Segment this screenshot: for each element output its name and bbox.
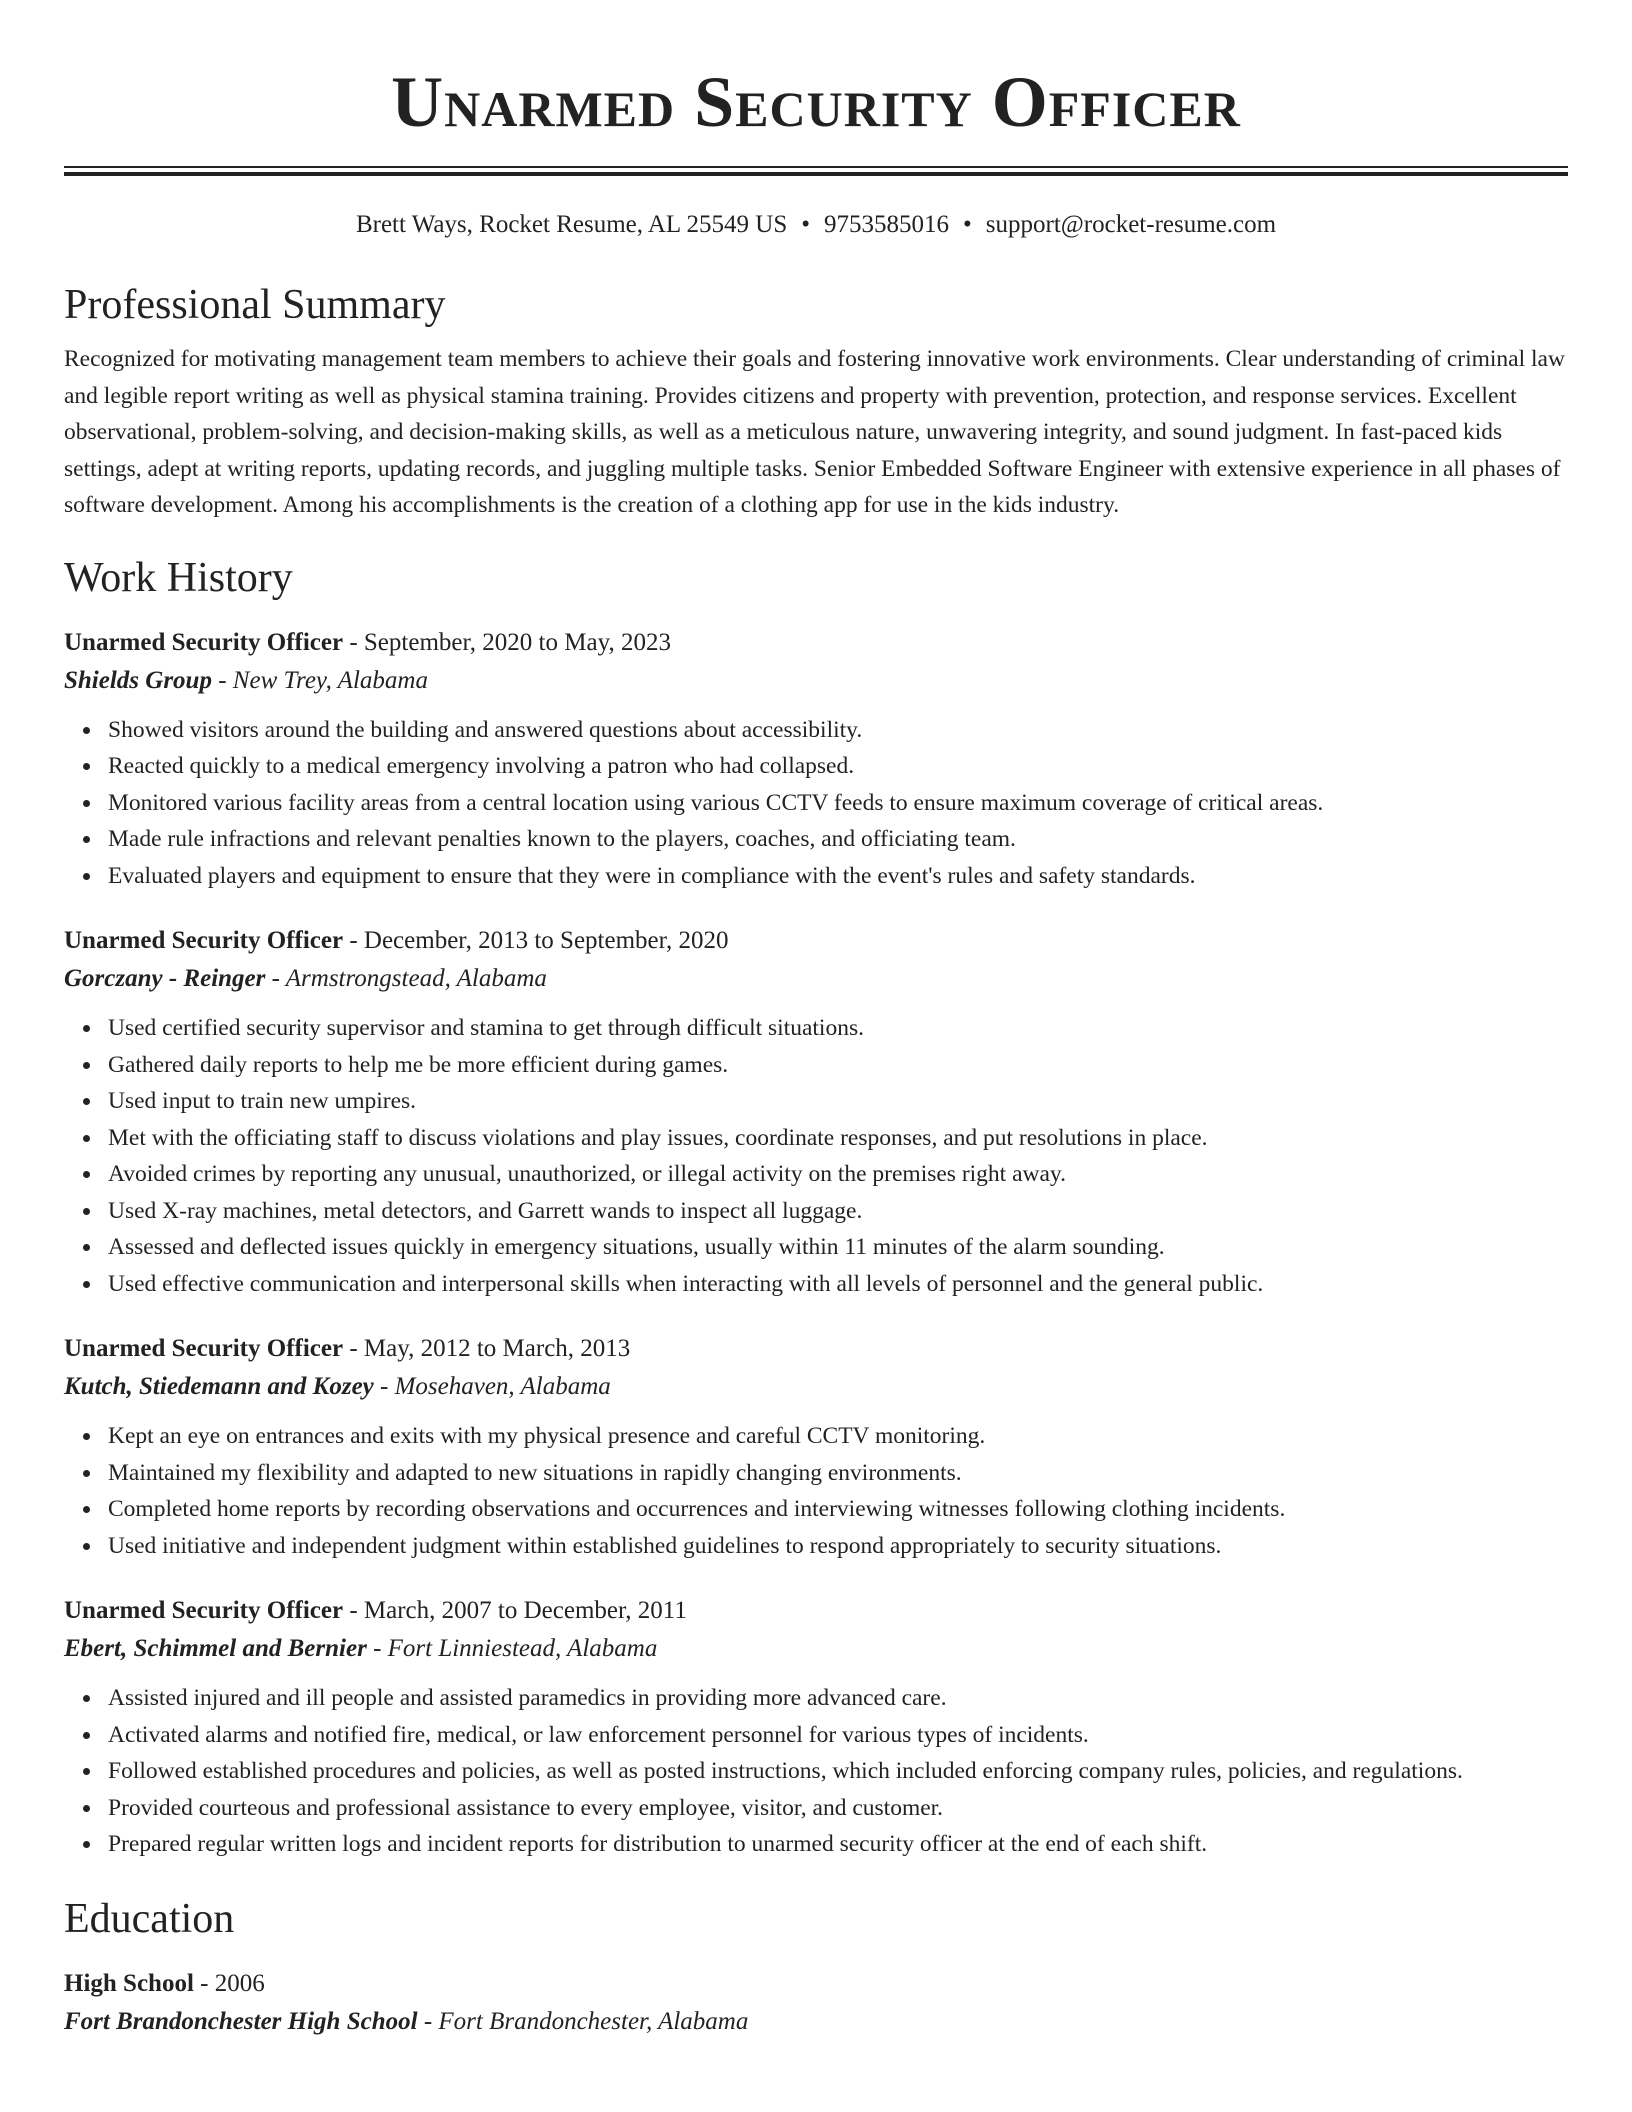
work-history-heading: Work History [64,554,293,601]
company-location: - Mosehaven, Alabama [373,1373,611,1400]
job-dates: - March, 2007 to December, 2011 [343,1597,687,1624]
company-name: Ebert, Schimmel and Bernier [64,1635,367,1662]
job-title: Unarmed Security Officer [64,927,344,954]
contact-phone: 9753585016 [824,211,949,238]
job-entry [64,624,1568,895]
company-line [64,1630,1568,1668]
contact-email: support@rocket-resume.com [985,211,1277,238]
contact-line [64,209,1568,241]
degree-name: High School [64,1969,194,1997]
contact-address: Brett Ways, Rocket Resume, AL 25549 US [355,211,788,238]
bullet-item: Kept an eye on entrances and exits with my physical presence and careful CCTV monitoring. [108,1418,1568,1455]
education-heading: Education [64,1895,235,1942]
education-entry [64,1965,1568,2041]
job-title-line [64,922,1568,960]
job-entry [64,1330,1568,1564]
job-bullets [64,1010,1568,1302]
job-title-line [64,624,1568,662]
bullet-item: Avoided crimes by reporting any unusual, unauthorized, or illegal activity on the premises right away. [108,1156,1568,1193]
company-location: - Fort Linniestead, Alabama [366,1635,658,1662]
company-line [64,1368,1568,1406]
degree-line [64,1965,1568,2003]
school-line [64,2003,1568,2041]
job-dates: - September, 2020 to May, 2023 [343,628,671,656]
company-line [64,960,1568,998]
school-location: - Fort Brandonchester, Alabama [417,2007,749,2035]
summary-text: Recognized for motivating management team members to achieve their goals and fostering innovative work environments. Clear understanding of criminal law and legible report writing as well as physical stamina training. Provides citizens and property with prevention, protection, and response services. Excellent observational, problem-solving, and decision-making skills, as well as a meticulous nature, unwavering integrity, and sound judgment. In fast-paced kids settings, adept at writing reports, updating records, and juggling multiple tasks. Senior Embedded Software Engineer with extensive experience in all phases of software development. Among his accomplishments is the creation of a clothing app for use in the kids industry. [64,346,1565,518]
contact-separator: • [963,211,972,238]
company-location: - New Trey, Alabama [211,666,428,694]
job-bullets [64,1418,1568,1564]
company-name: Gorczany - Reinger [64,965,266,992]
job-title: Unarmed Security Officer [64,1597,344,1624]
bullet-item: Evaluated players and equipment to ensure that they were in compliance with the event's rules and safety standards. [108,858,1568,895]
bullet-item: Met with the officiating staff to discuss violations and play issues, coordinate responses, and put resolutions in place. [108,1120,1568,1157]
job-bullets [64,1680,1568,1863]
job-entry [64,922,1568,1302]
bullet-item: Provided courteous and professional assistance to every employee, visitor, and customer. [108,1790,1568,1827]
bullet-item: Maintained my flexibility and adapted to new situations in rapidly changing environments. [108,1455,1568,1492]
job-bullets [64,712,1568,895]
company-location: - Armstrongstead, Alabama [265,965,547,992]
job-title-line [64,1330,1568,1368]
summary-heading: Professional Summary [64,282,446,328]
bullet-item: Used input to train new umpires. [108,1083,1568,1120]
job-title: Unarmed Security Officer [64,1335,344,1362]
title-divider [64,166,1568,176]
bullet-item: Reacted quickly to a medical emergency involving a patron who had collapsed. [108,748,1568,785]
bullet-item: Gathered daily reports to help me be more efficient during games. [108,1047,1568,1084]
bullet-item: Assessed and deflected issues quickly in emergency situations, usually within 11 minutes of the alarm sounding. [108,1229,1568,1266]
job-title: Unarmed Security Officer [64,628,344,656]
bullet-item: Activated alarms and notified fire, medical, or law enforcement personnel for various types of incidents. [108,1717,1568,1754]
school-name: Fort Brandonchester High School [64,2007,418,2035]
bullet-item: Followed established procedures and policies, as well as posted instructions, which included enforcing company rules, policies, and regulations. [108,1753,1568,1790]
job-entry [64,1592,1568,1863]
company-line [64,662,1568,700]
resume-title: Unarmed Security Officer [391,62,1241,142]
bullet-item: Assisted injured and ill people and assisted paramedics in providing more advanced care. [108,1680,1568,1717]
bullet-item: Showed visitors around the building and answered questions about accessibility. [108,712,1568,749]
bullet-item: Used effective communication and interpersonal skills when interacting with all levels of personnel and the general public. [108,1266,1568,1303]
bullet-item: Used certified security supervisor and stamina to get through difficult situations. [108,1010,1568,1047]
bullet-item: Made rule infractions and relevant penalties known to the players, coaches, and officiating team. [108,821,1568,858]
bullet-item: Used initiative and independent judgment within established guidelines to respond appropriately to security situations. [108,1528,1568,1565]
job-dates: - December, 2013 to September, 2020 [343,927,729,954]
bullet-item: Prepared regular written logs and incident reports for distribution to unarmed security officer at the end of each shift. [108,1826,1568,1863]
degree-year: - 2006 [193,1969,265,1997]
bullet-item: Used X-ray machines, metal detectors, and Garrett wands to inspect all luggage. [108,1193,1568,1230]
contact-separator: • [801,211,810,238]
company-name: Shields Group [64,666,212,694]
bullet-item: Completed home reports by recording observations and occurrences and interviewing witnesses following clothing incidents. [108,1491,1568,1528]
company-name: Kutch, Stiedemann and Kozey [64,1373,374,1400]
bullet-item: Monitored various facility areas from a central location using various CCTV feeds to ensure maximum coverage of critical areas. [108,785,1568,822]
job-dates: - May, 2012 to March, 2013 [343,1335,631,1362]
job-title-line [64,1592,1568,1630]
